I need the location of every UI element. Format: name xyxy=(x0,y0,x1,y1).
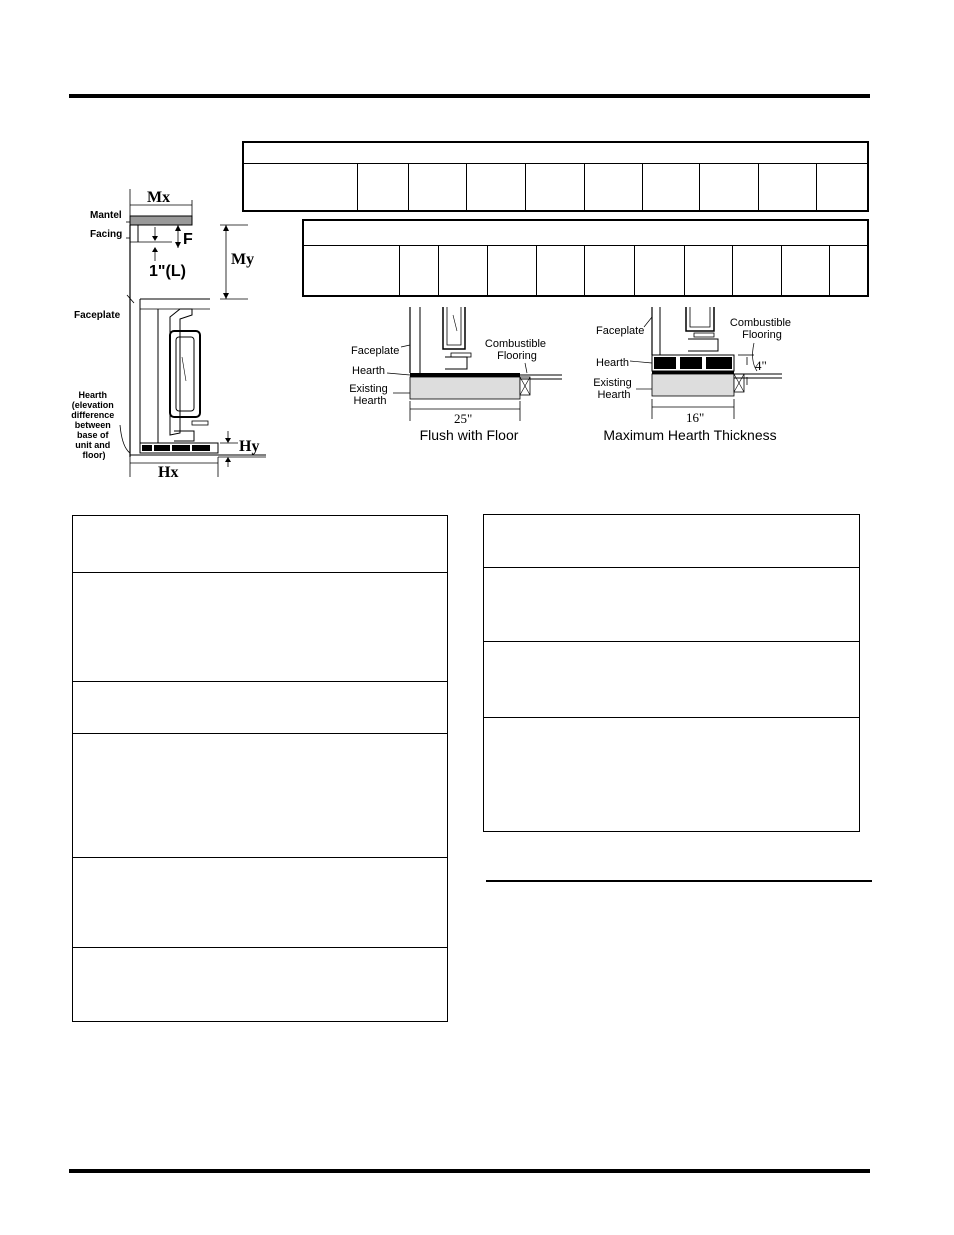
facing-label: Facing xyxy=(90,229,123,240)
hearth-label: Hearth (elevation difference between base of unit and floor) xyxy=(71,390,115,460)
table-cell xyxy=(585,246,635,295)
max-height-label: 4" xyxy=(755,358,767,373)
hy-label: Hy xyxy=(239,438,260,455)
max-hearth-thickness-diagram xyxy=(590,305,810,447)
max-caption: Maximum Hearth Thickness xyxy=(603,427,777,443)
table-cell xyxy=(526,164,585,210)
faceplate-label: Faceplate xyxy=(74,310,121,321)
side-elevation-diagram xyxy=(70,185,270,485)
table-cell xyxy=(409,164,467,210)
table-cell xyxy=(643,164,700,210)
flush-hearth xyxy=(410,373,520,377)
table-header-row xyxy=(244,143,867,164)
flush-faceplate-label: Faceplate xyxy=(351,345,400,357)
content-section xyxy=(484,642,859,718)
table-cell xyxy=(488,246,537,295)
content-section xyxy=(484,568,859,642)
content-section xyxy=(73,948,447,1020)
table-cell xyxy=(782,246,830,295)
table-cell xyxy=(685,246,733,295)
max-faceplate-label: Faceplate xyxy=(596,325,645,337)
mantel-clearance-table xyxy=(242,141,869,212)
table-cell xyxy=(733,246,782,295)
content-section xyxy=(73,573,447,682)
f-label: F xyxy=(183,231,193,248)
table-header-row xyxy=(304,221,867,246)
flush-existing-hearth xyxy=(410,377,520,399)
table-data-row xyxy=(244,164,867,210)
table-cell xyxy=(400,246,439,295)
table-data-row xyxy=(304,246,867,295)
max-existing-hearth-label: Existing Hearth xyxy=(593,377,632,401)
max-hearth-label: Hearth xyxy=(596,357,630,369)
flush-dimension-label: 25" xyxy=(454,411,473,426)
content-section xyxy=(73,858,447,948)
table-cell xyxy=(439,246,488,295)
my-label: My xyxy=(231,251,255,268)
table-cell xyxy=(635,246,685,295)
flush-existing-hearth-label: Existing Hearth xyxy=(349,383,388,407)
right-content-box xyxy=(483,514,860,832)
content-section xyxy=(73,734,447,858)
table-cell xyxy=(467,164,526,210)
table-cell xyxy=(537,246,585,295)
table-cell xyxy=(830,246,867,295)
left-content-box xyxy=(72,515,448,1022)
mantel-shape xyxy=(130,216,192,225)
mx-label: Mx xyxy=(147,189,171,206)
table-cell xyxy=(759,164,817,210)
table-cell xyxy=(700,164,759,210)
table-cell xyxy=(358,164,409,210)
flush-with-floor-diagram xyxy=(345,305,570,447)
max-combustible-label: Combustible Flooring xyxy=(729,317,792,341)
max-dimension-label: 16" xyxy=(686,410,705,425)
section-divider-rule xyxy=(486,880,872,882)
table-cell xyxy=(304,246,400,295)
max-existing-hearth xyxy=(652,374,734,396)
footer-rule xyxy=(69,1169,870,1173)
hearth-clearance-table xyxy=(302,219,869,297)
content-section xyxy=(73,682,447,734)
flush-caption: Flush with Floor xyxy=(419,427,519,443)
content-section xyxy=(484,718,859,830)
flush-combustible-label: Combustible Flooring xyxy=(484,338,547,362)
mantel-label: Mantel xyxy=(90,210,122,221)
table-cell xyxy=(585,164,643,210)
l-label: 1"(L) xyxy=(149,263,186,280)
hx-label: Hx xyxy=(158,464,179,481)
table-cell xyxy=(817,164,867,210)
content-section xyxy=(73,516,447,573)
content-section xyxy=(484,515,859,568)
flush-hearth-label: Hearth xyxy=(352,365,386,377)
header-rule xyxy=(69,94,870,98)
